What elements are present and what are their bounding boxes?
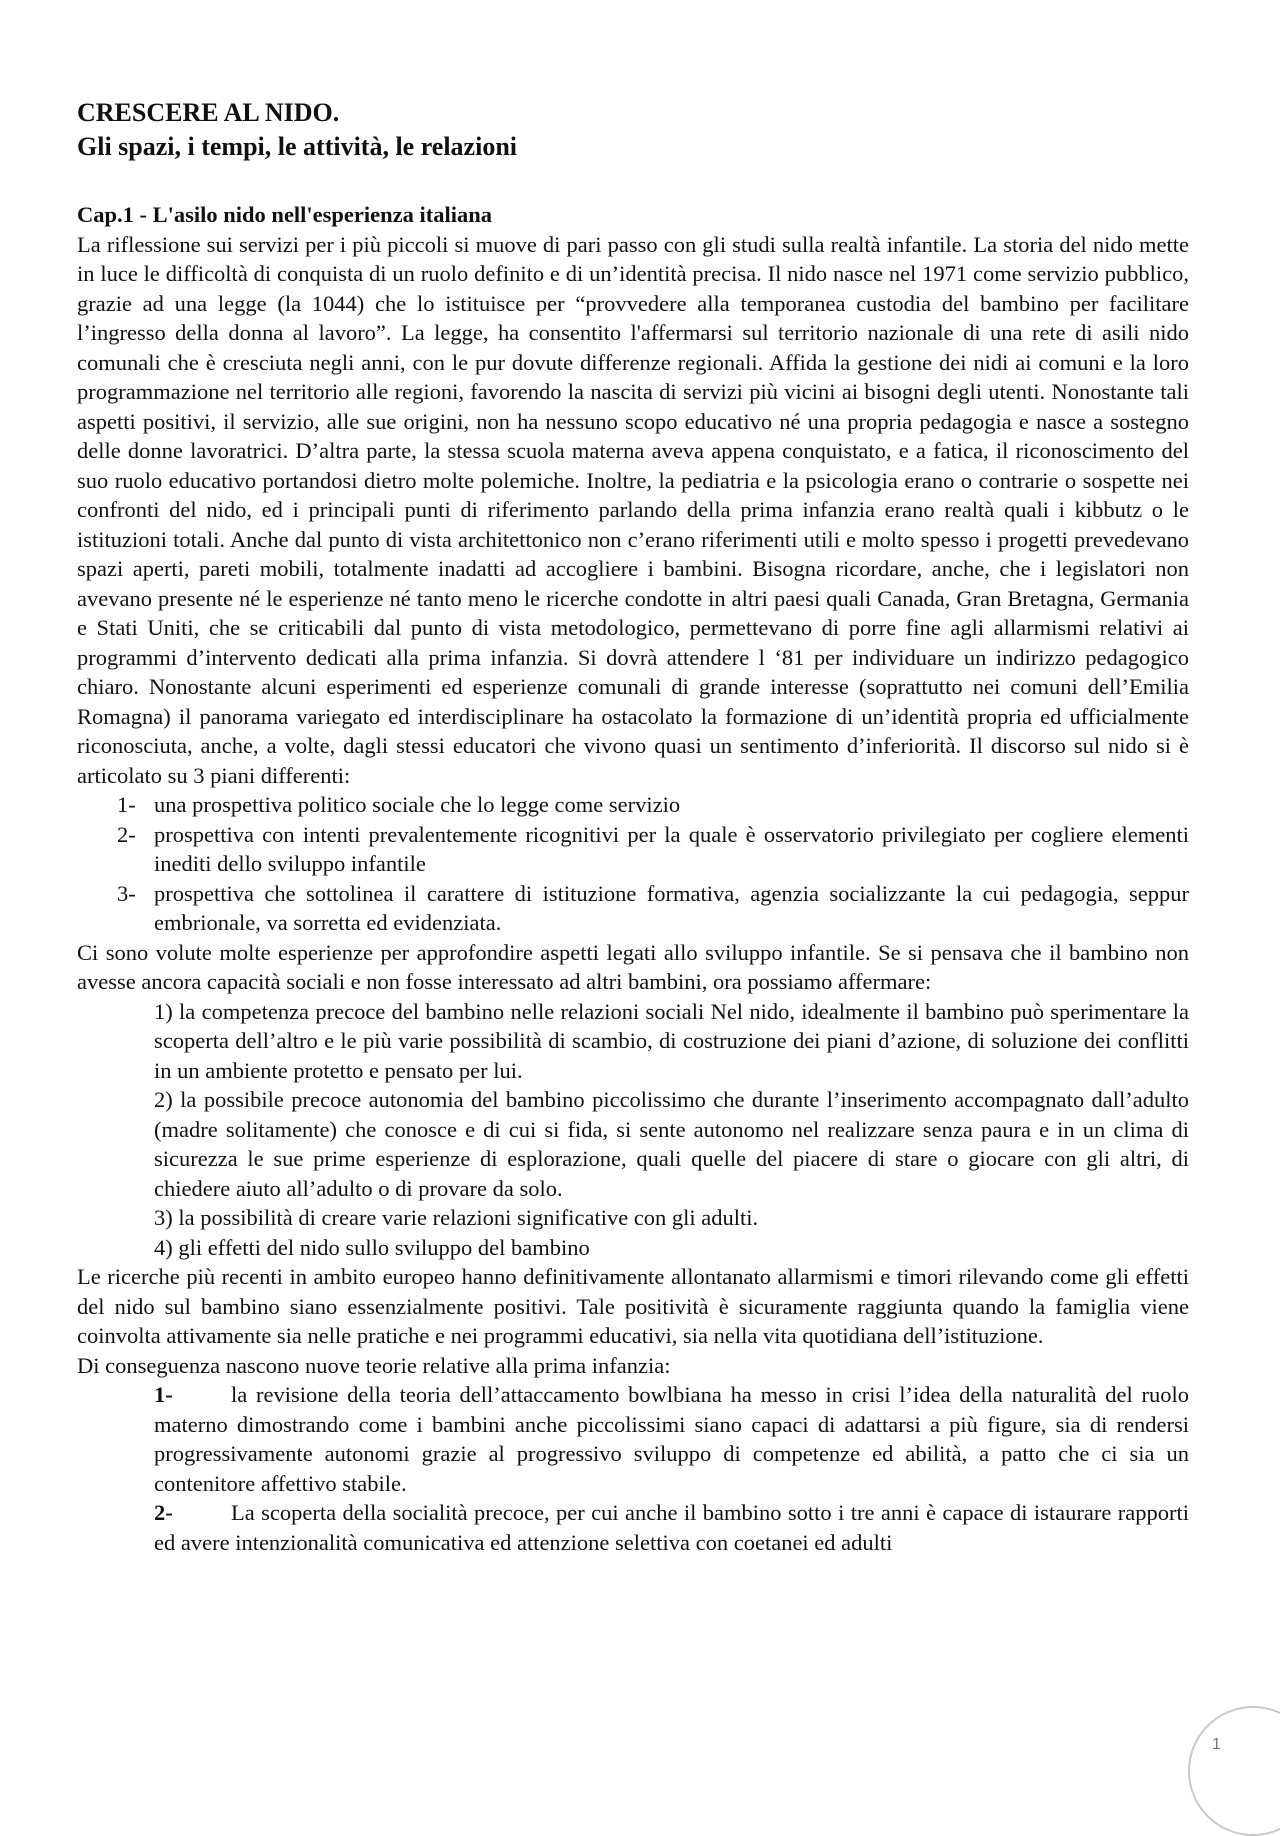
research-paragraph: Le ricerche più recenti in ambito europeo hanno definitivamente allontanato allarmismi e timori rilevando come gli effetti del nido sul bambino siano essenzialmente positivi. Tale positività è sicuramente raggiunta quando la famiglia viene coinvolta attivamente sia nelle pratiche e nei programmi educativi, sia nella vita quotidiana dell’istituzione.	[77, 1264, 1189, 1348]
experiences-paragraph: Ci sono volute molte esperienze per approfondire aspetti legati allo sviluppo infantile. Se si pensava che il bambino non avesse ancora capacità sociali e non fosse interessato ad altri bambini, ora possiamo affermare:	[77, 939, 1189, 994]
document-page	[77, 96, 1189, 1557]
finding-2: 2) la possibile precoce autonomia del bambino piccolissimo che durante l’inserimento accompagnato dall’adulto (madre solitamente) che conosce e di cui si fida, si sente autonomo nel realizzare senza paura e in un clima di sicurezza le sue prime esperienze di esplorazione, quali quelle del piacere di stare o giocare con gli altri, di chiedere aiuto all’adulto o di provare da solo.	[154, 1087, 1189, 1201]
finding-4: 4) gli effetti del nido sullo sviluppo del bambino	[154, 1234, 590, 1260]
document-title	[77, 96, 1189, 164]
finding-3: 3) la possibilità di creare varie relazioni significative con gli adulti.	[154, 1205, 759, 1230]
list-item-text: la revisione della teoria dell’attaccamento bowlbiana ha messo in crisi l’idea della naturalità del ruolo materno dimostrando come i bambini anche piccolissimi siano capaci di adattarsi a più figure, sia di rendersi progressivamente autonomi grazie al progressivo sviluppo di competenze ed abilità, a patto che ci sia un contenitore affettivo stabile.	[154, 1382, 1189, 1496]
list-item	[117, 879, 1189, 938]
perspectives-list	[77, 790, 1189, 938]
theories-list	[77, 1380, 1189, 1557]
page-number: 1	[1212, 1736, 1221, 1753]
list-item-text: prospettiva con intenti prevalentemente ricognitivi per la quale è osservatorio privilegiato per cogliere elementi inediti dello sviluppo infantile	[154, 821, 1189, 876]
list-item-text: una prospettiva politico sociale che lo legge come servizio	[154, 792, 681, 817]
list-item-number: 2-	[154, 1500, 173, 1525]
list-item	[77, 1498, 1189, 1557]
list-item-text: La scoperta della socialità precoce, per cui anche il bambino sotto i tre anni è capace di istaurare rapporti ed avere intenzionalità comunicativa ed attenzione selettiva con coetanei ed adulti	[154, 1500, 1189, 1555]
list-item	[117, 820, 1189, 879]
theories-intro: Di conseguenza nascono nuove teorie relative alla prima infanzia:	[77, 1352, 671, 1378]
finding-1: 1) la competenza precoce del bambino nelle relazioni sociali Nel nido, idealmente il bambino può sperimentare la scoperta dell’altro e le più varie possibilità di scambio, di costruzione dei piani d’azione, di soluzione dei conflitti in un ambiente protetto e pensato per lui.	[154, 998, 1189, 1083]
list-item-number: 1-	[117, 792, 136, 817]
intro-paragraph: La riflessione sui servizi per i più piccoli si muove di pari passo con gli studi sulla realtà infantile. La storia del nido mette in luce le difficoltà di conquista di un ruolo definito e di un’identità precisa. Il nido nasce nel 1971 come servizio pubblico, grazie ad una legge (la 1044) che lo istituisce per “provvedere alla temporanea custodia del bambino per facilitare l’ingresso della donna al lavoro”. La legge, ha consentito l'affermarsi sul territorio nazionale di una rete di asili nido comunali che è cresciuta negli anni, con le pur dovute differenze regionali. Affida la gestione dei nidi ai comuni e la loro programmazione nel territorio alle regioni, favorendo la nascita di servizi più vicini ai bisogni degli utenti. Nonostante tali aspetti positivi, il servizio, alle sue origini, non ha nessuno scopo educativo né una propria pedagogia e nasce a sostegno delle donne lavoratrici. D’altra parte, la stessa scuola materna aveva appena conquistato, e a fatica, il riconoscimento del suo ruolo educativo portandosi dietro molte polemiche. Inoltre, la pediatria e la psicologia erano o contrarie o sospette nei confronti del nido, ed i principali punti di riferimento parlando della prima infanzia erano realtà quali i kibbutz o le istituzioni totali. Anche dal punto di vista architettonico non c’erano riferimenti utili e molto spesso i progetti prevedevano spazi aperti, pareti mobili, totalmente inadatti ad accogliere i bambini. Bisogna ricordare, anche, che i legislatori non avevano presente né le esperienze né tanto meno le ricerche condotte in altri paesi quali Canada, Gran Bretagna, Germania e Stati Uniti, che se criticabili dal punto di vista metodologico, permettevano di porre fine agli allarmismi relativi ai programmi d’intervento dedicati alla prima infanzia. Si dovrà attendere l ‘81 per individuare un indirizzo pedagogico chiaro. Nonostante alcuni esperimenti ed esperienze comunali di grande interesse (soprattutto nei comuni dell’Emilia Romagna) il panorama variegato ed interdisciplinare ha ostacolato la formazione di un’identità propria ed ufficialmente riconosciuta, anche, a volte, dagli stessi educatori che vivono quasi un sentimento d’inferiorità. Il discorso sul nido si è articolato su 3 piani differenti:	[77, 231, 1189, 788]
list-item-number: 2-	[117, 821, 136, 847]
title-line-1: CRESCERE AL NIDO.	[77, 98, 340, 127]
title-line-2: Gli spazi, i tempi, le attività, le relazioni	[77, 132, 518, 161]
page-number-badge	[1188, 1706, 1280, 1836]
list-item-number: 3-	[117, 880, 136, 906]
chapter-heading: Cap.1 - L'asilo nido nell'esperienza italiana	[77, 202, 493, 227]
list-item	[77, 1380, 1189, 1498]
list-item	[117, 790, 1189, 820]
list-item-number: 1-	[154, 1382, 173, 1407]
list-item-text: prospettiva che sottolinea il carattere di istituzione formativa, agenzia socializzante la cui pedagogia, seppur embrionale, va sorretta ed evidenziata.	[154, 880, 1189, 935]
